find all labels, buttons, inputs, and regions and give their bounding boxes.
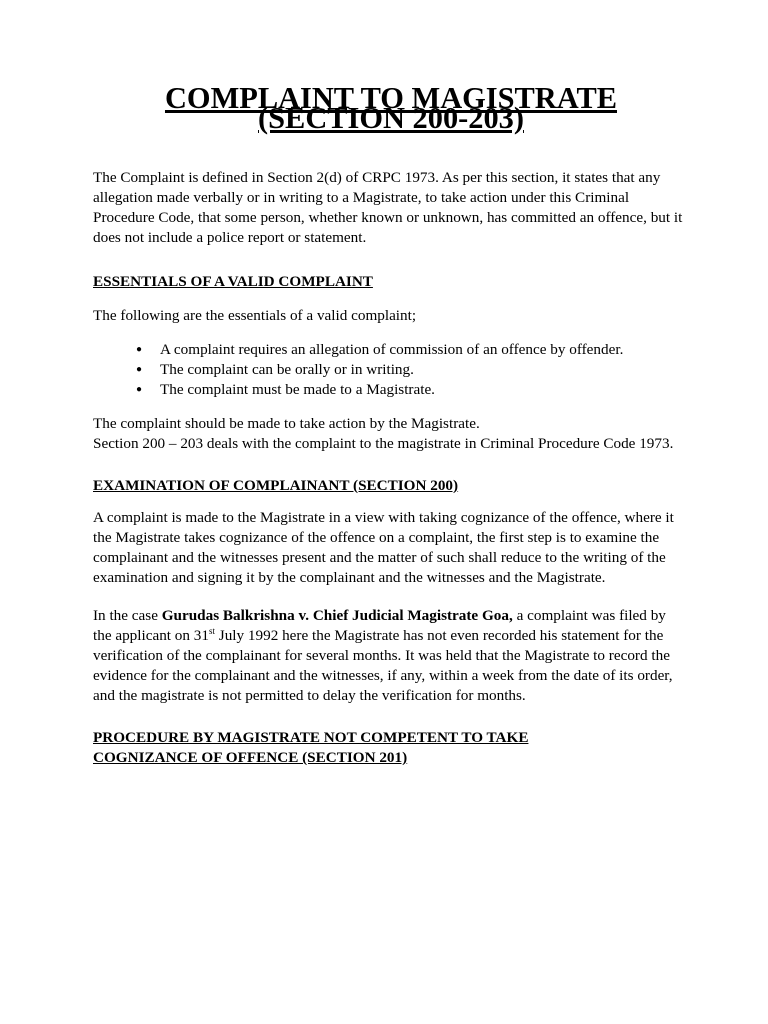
bullet-icon: ● [136, 364, 143, 375]
list-item [136, 360, 683, 380]
examination-paragraph: A complaint is made to the Magistrate in a view with taking cognizance of the offence, where it the Magistrate takes cognizance of the offence on a complaint, the first step is to examine the complainant and the witnesses present and the matter of such shall reduce to the writing of the examination and signing it by the complainant and the witnesses and the Magistrate. [93, 509, 674, 586]
essentials-note-1: The complaint should be made to take action by the Magistrate. [93, 415, 480, 432]
essentials-heading: ESSENTIALS OF A VALID COMPLAINT [93, 273, 373, 290]
intro-paragraph: The Complaint is defined in Section 2(d) of CRPC 1973. As per this section, it states that any allegation made verbally or in writing to a Magistrate, to take action under this Criminal Procedure Code, that some person, whether known or unknown, has committed an offence, but it does not include a police report or statement. [93, 169, 683, 246]
procedure-heading-line-1: PROCEDURE BY MAGISTRATE NOT COMPETENT TO TAKE [93, 729, 529, 746]
essentials-lead: The following are the essentials of a valid complaint; [93, 307, 417, 324]
case-mid: a complaint was filed by the applicant on 31 [93, 607, 666, 644]
procedure-heading [93, 728, 683, 768]
list-item-text: A complaint requires an allegation of commission of an offence by offender. [160, 341, 624, 358]
list-item [136, 380, 683, 400]
bullet-icon: ● [136, 344, 143, 355]
essentials-note-2: Section 200 – 203 deals with the complaint to the magistrate in Criminal Procedure Code 1973. [93, 435, 674, 452]
case-paragraph [93, 606, 683, 706]
examination-heading: EXAMINATION OF COMPLAINANT (SECTION 200) [93, 477, 459, 494]
list-item-text: The complaint can be orally or in writing. [160, 361, 414, 378]
document-page [93, 81, 683, 768]
essentials-list [93, 340, 683, 400]
case-rest: July 1992 here the Magistrate has not even recorded his statement for the verification of the complainant for several months. It was held that the Magistrate to record the evidence for the complainant and the witnesses, if any, within a week from the date of its order, and the magistrate is not permitted to delay the verification for months. [93, 627, 673, 704]
list-item [136, 340, 683, 360]
bullet-icon: ● [136, 384, 143, 395]
date-ordinal-suffix: st [208, 626, 215, 636]
case-name: Gurudas Balkrishna v. Chief Judicial Magistrate Goa, [161, 607, 513, 624]
list-item-text: The complaint must be made to a Magistrate. [160, 381, 435, 398]
case-prefix: In the case [93, 607, 162, 624]
procedure-heading-line-2: COGNIZANCE OF OFFENCE (SECTION 201) [93, 749, 408, 766]
document-title: COMPLAINT TO MAGISTRATE (SECTION 200-203) [164, 81, 617, 135]
